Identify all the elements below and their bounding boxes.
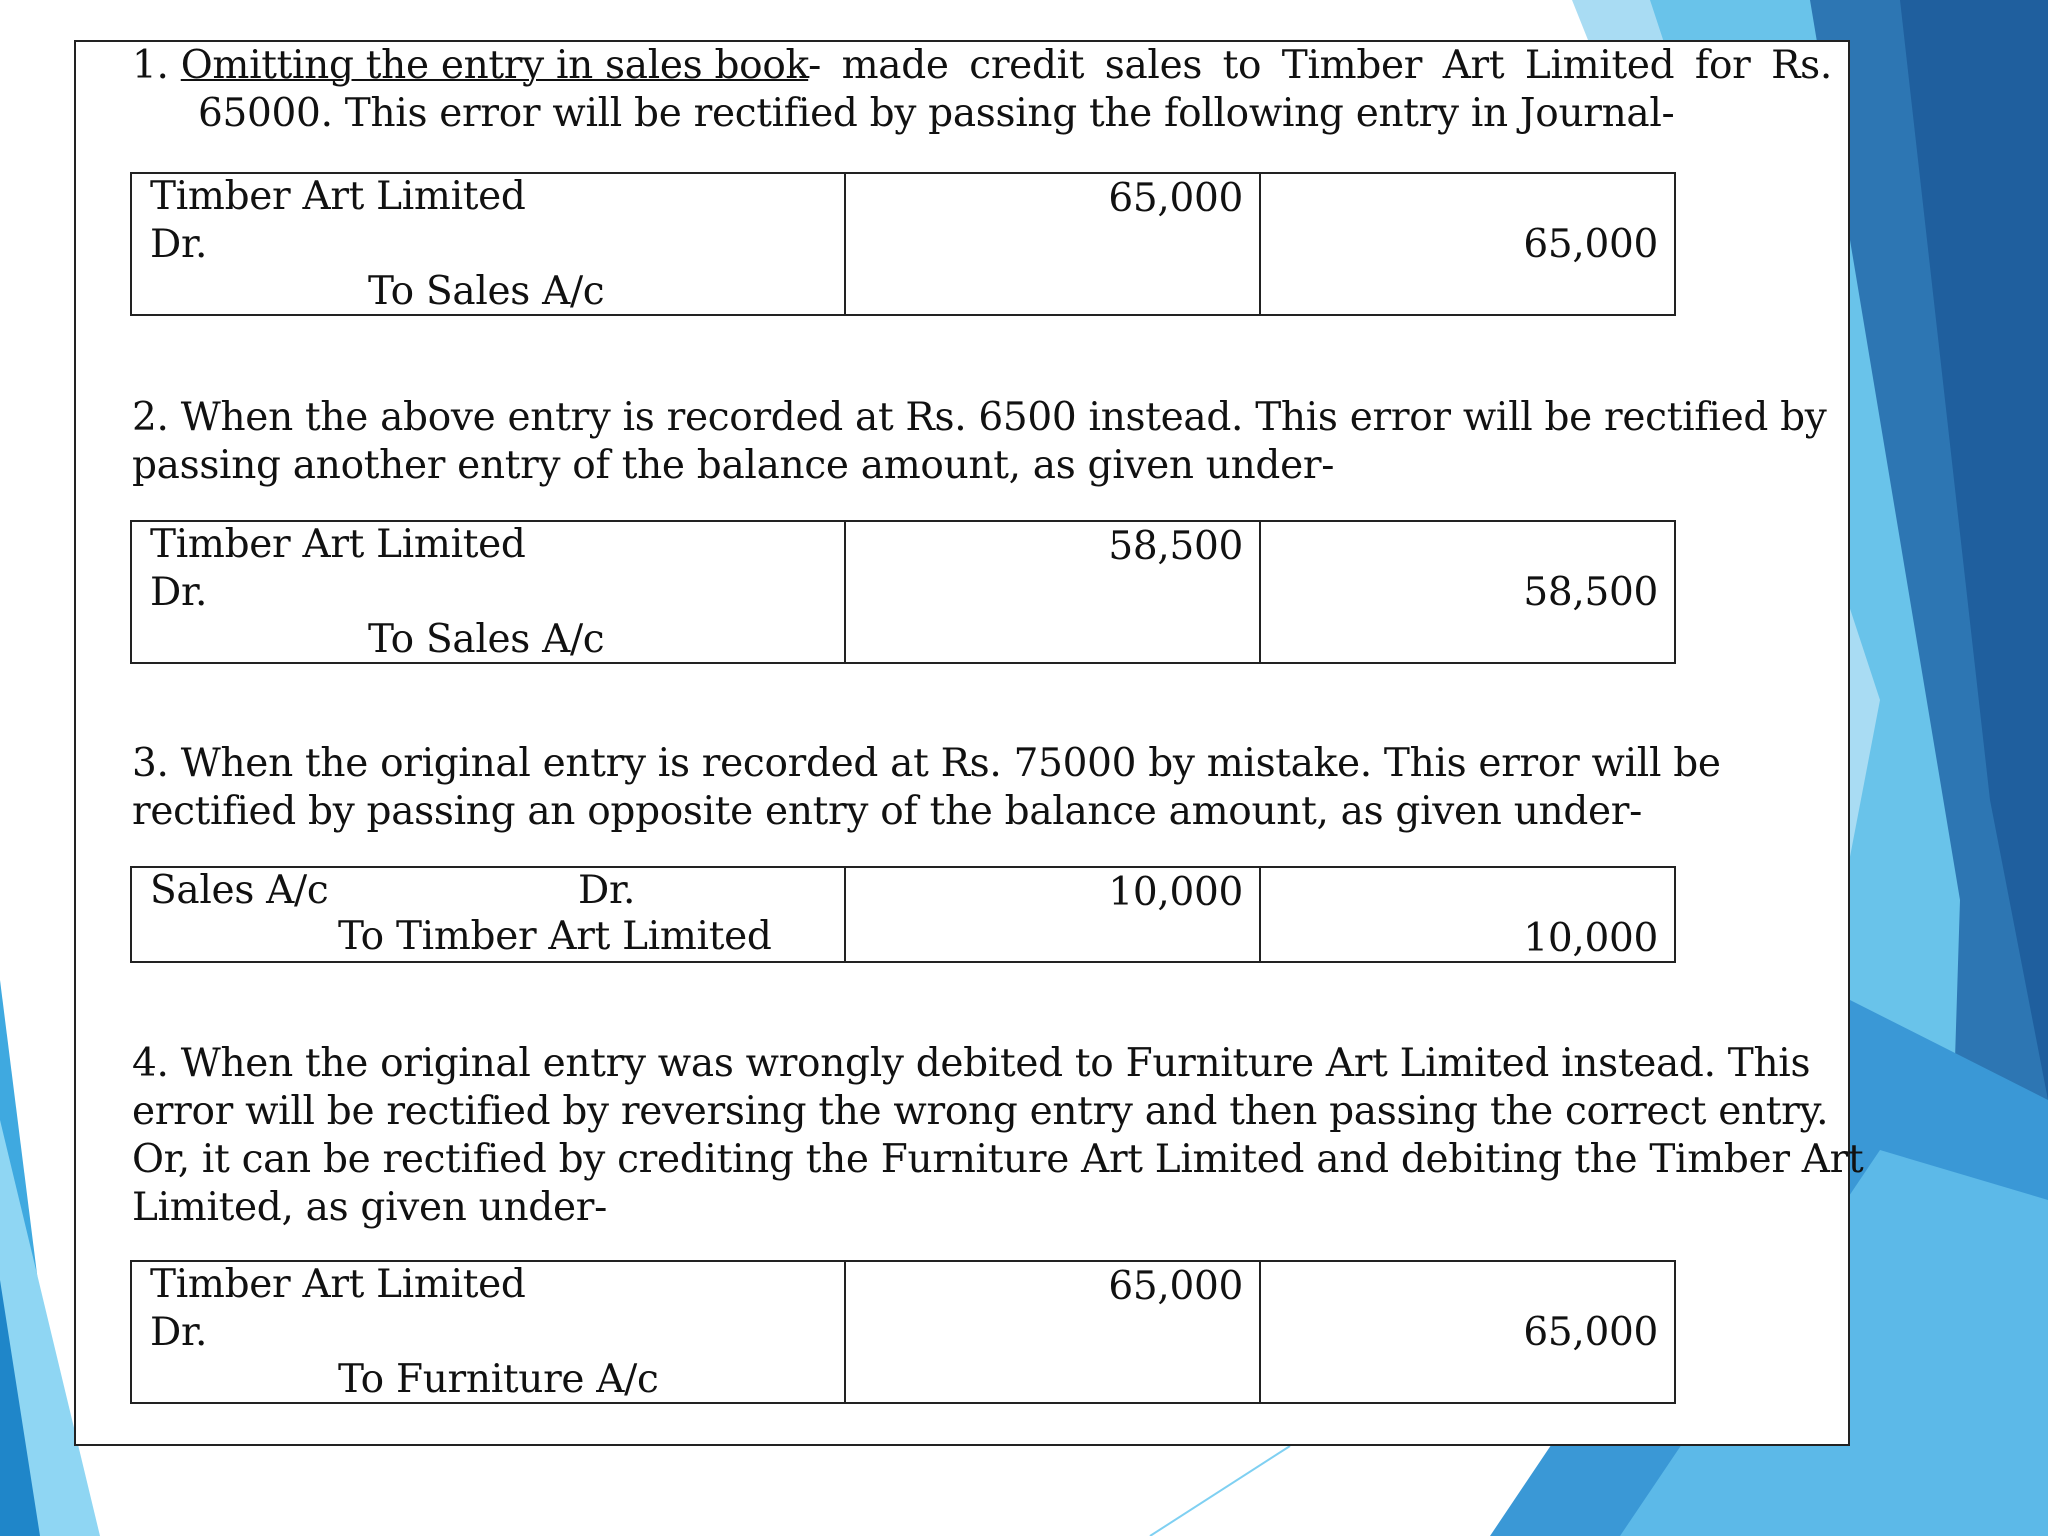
point-2-line-2: passing another entry of the balance amount, as given under- (132, 443, 1335, 488)
credit-amount: 10,000 (1523, 916, 1658, 961)
point-4-text (132, 1040, 1863, 1232)
point-4-line-4: Limited, as given under- (132, 1185, 607, 1230)
dr-label: Dr. (578, 868, 636, 913)
point-3-line-1: 3. When the original entry is recorded at Rs. 75000 by mistake. This error will be (132, 741, 1721, 786)
debit-amount: 65,000 (1108, 176, 1243, 221)
debit-amount-cell (846, 868, 1261, 961)
credit-amount: 58,500 (1523, 570, 1658, 615)
point-4-line-3: Or, it can be rectified by crediting the Furniture Art Limited and debiting the Timber Art (132, 1137, 1864, 1182)
point-1-word: to (1222, 43, 1262, 88)
credit-amount-cell (1261, 1262, 1674, 1402)
point-1-line-1 (132, 42, 1832, 90)
point-4-line-2: error will be rectified by reversing the wrong entry and then passing the correct entry. (132, 1089, 1829, 1134)
point-1-word: credit (969, 43, 1085, 88)
dr-label: Dr. (150, 222, 208, 267)
point-1-word: Timber (1281, 43, 1423, 88)
debit-amount: 10,000 (1108, 870, 1243, 915)
credit-account: To Timber Art Limited (338, 914, 772, 959)
debit-amount-cell (846, 1262, 1261, 1402)
point-1-text (132, 42, 1832, 138)
particulars-cell (132, 522, 846, 662)
point-1-underlined-title: Omitting the entry in sales book (180, 43, 809, 88)
point-2-line-1: 2. When the above entry is recorded at Rs. 6500 instead. This error will be rectified by (132, 395, 1827, 440)
particulars-cell (132, 868, 846, 961)
point-1-word: made (841, 43, 949, 88)
point-2-text (132, 394, 1827, 490)
debit-account: Timber Art Limited (150, 522, 526, 567)
debit-account: Sales A/c (150, 868, 329, 913)
dr-label: Dr. (150, 1310, 208, 1355)
credit-account: To Sales A/c (368, 617, 605, 662)
journal-entry-2 (130, 520, 1676, 664)
credit-amount-cell (1261, 868, 1674, 961)
point-4-line-1: 4. When the original entry was wrongly debited to Furniture Art Limited instead. This (132, 1041, 1811, 1086)
content-box (74, 40, 1864, 1446)
point-1-line-2: 65000. This error will be rectified by passing the following entry in Journal- (198, 91, 1675, 136)
point-1-number: 1. (132, 43, 169, 88)
debit-account: Timber Art Limited (150, 174, 526, 219)
credit-account: To Furniture A/c (338, 1357, 659, 1402)
credit-amount-cell (1261, 174, 1674, 314)
point-1-word: Art (1442, 43, 1505, 88)
credit-amount: 65,000 (1523, 1310, 1658, 1355)
credit-amount: 65,000 (1523, 222, 1658, 267)
credit-account: To Sales A/c (368, 269, 605, 314)
point-1-word: Limited (1524, 43, 1675, 88)
particulars-cell (132, 1262, 846, 1402)
journal-entry-4 (130, 1260, 1676, 1404)
debit-amount: 65,000 (1108, 1264, 1243, 1309)
credit-amount-cell (1261, 522, 1674, 662)
dr-label: Dr. (150, 570, 208, 615)
particulars-cell (132, 174, 846, 314)
debit-amount: 58,500 (1108, 524, 1243, 569)
point-1-word: for (1694, 43, 1751, 88)
debit-account: Timber Art Limited (150, 1262, 526, 1307)
point-3-text (132, 740, 1721, 836)
debit-amount-cell (846, 522, 1261, 662)
journal-entry-1 (130, 172, 1676, 316)
journal-entry-3 (130, 866, 1676, 963)
point-3-line-2: rectified by passing an opposite entry of the balance amount, as given under- (132, 789, 1642, 834)
point-1-word: - (808, 43, 822, 88)
point-1-word: sales (1104, 43, 1203, 88)
point-1-word: Rs. (1771, 43, 1832, 88)
debit-amount-cell (846, 174, 1261, 314)
